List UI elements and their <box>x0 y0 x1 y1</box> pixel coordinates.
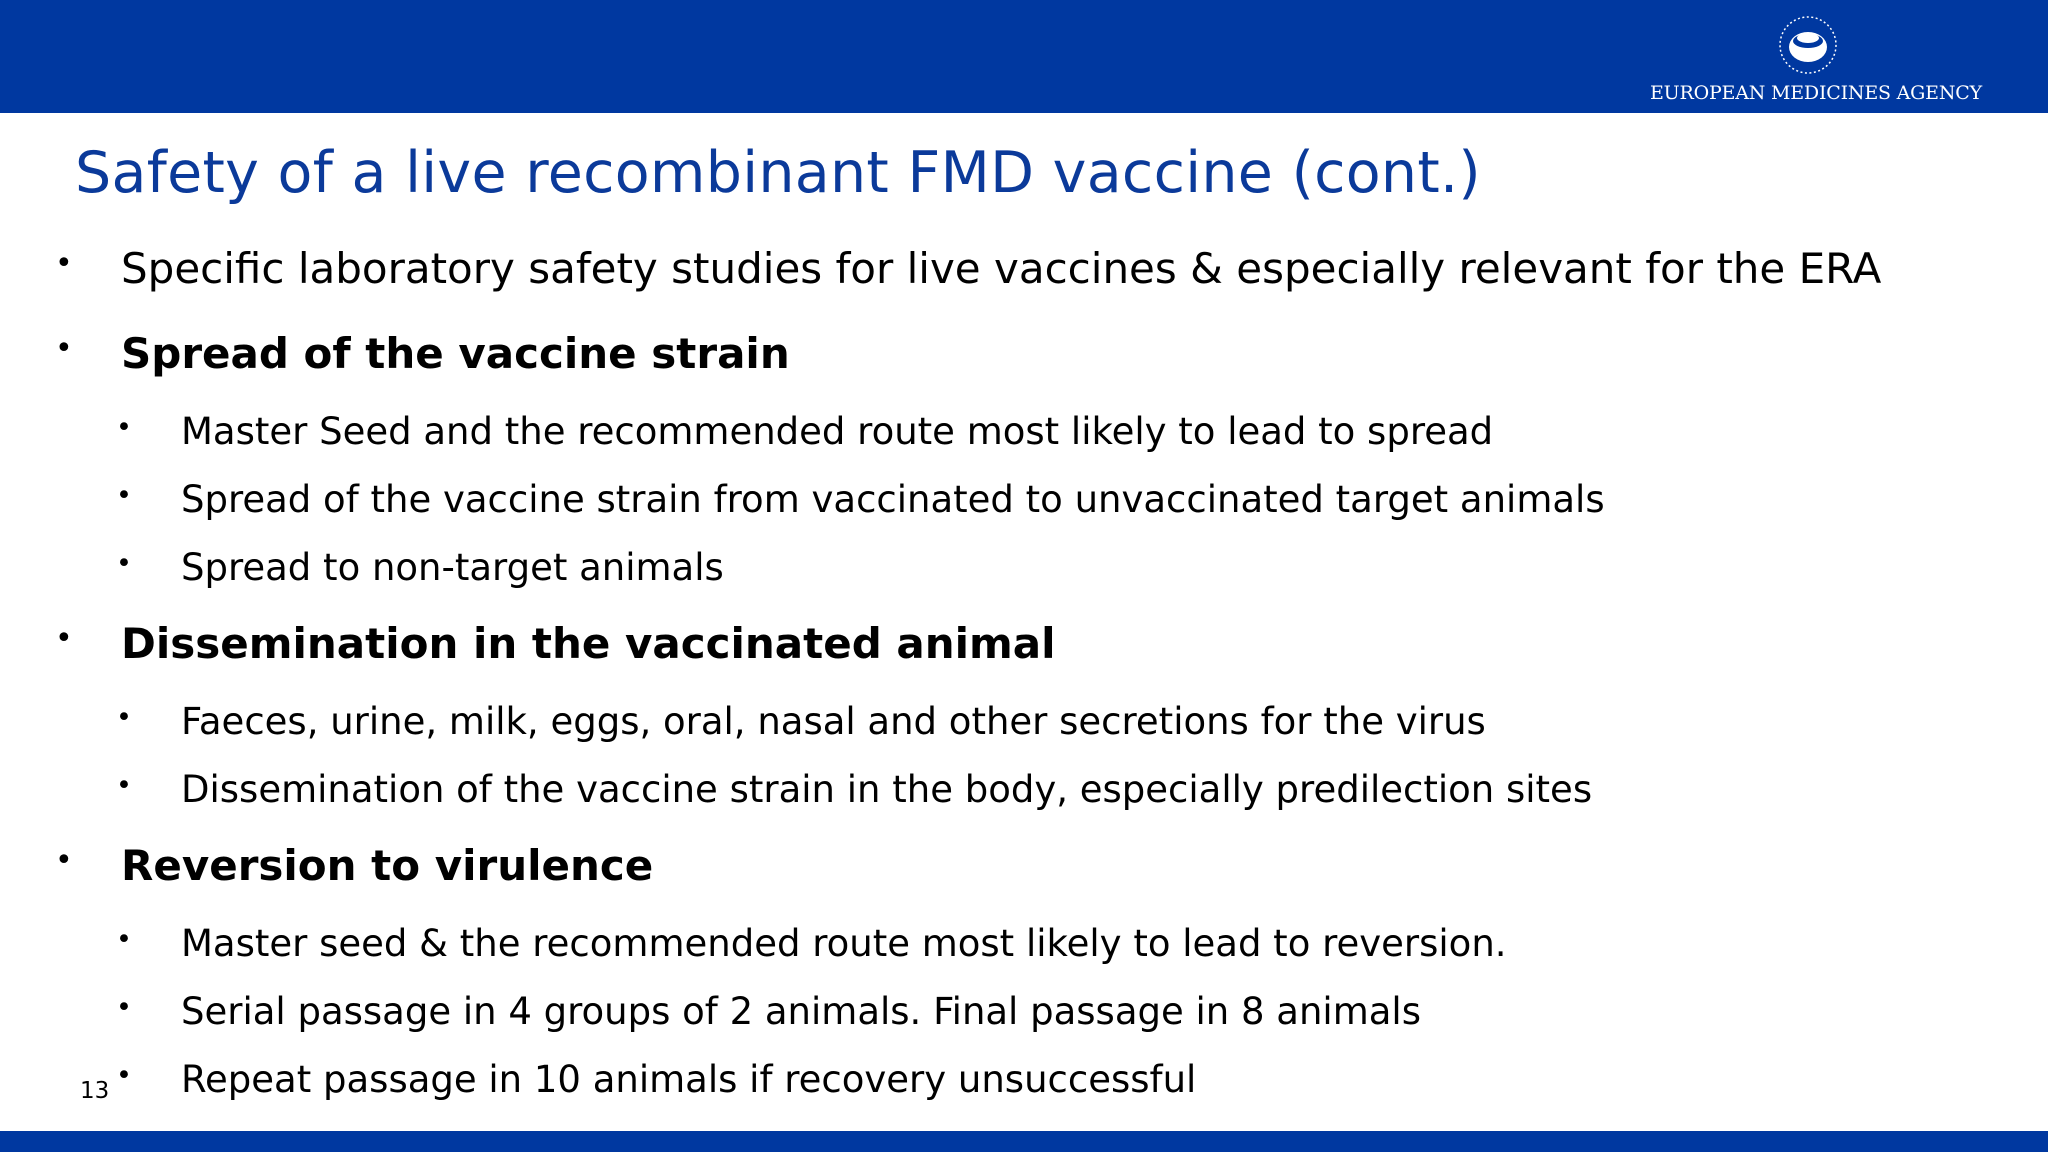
sub-bullet-text: Faeces, urine, milk, eggs, oral, nasal and other secretions for the virus <box>181 700 1486 743</box>
bullet-dot: • <box>55 246 73 281</box>
sub-bullet-text: Spread to non-target animals <box>181 546 724 589</box>
sub-bullet-text: Dissemination of the vaccine strain in the body, especially predilection sites <box>181 768 1593 811</box>
sub-bullet-text: Spread of the vaccine strain from vaccinated to unvaccinated target animals <box>181 478 1605 521</box>
footer-bar <box>0 1131 2048 1152</box>
sub-bullet-text: Master seed & the recommended route most likely to lead to reversion. <box>181 922 1507 965</box>
bullet-dot: • <box>116 548 132 579</box>
bullet-dot: • <box>116 924 132 955</box>
header-bar <box>0 0 2048 113</box>
bullet-dot: • <box>116 702 132 733</box>
bullet-dot: • <box>116 992 132 1023</box>
bullet-dot: • <box>116 480 132 511</box>
bullet-dot: • <box>55 621 73 656</box>
bullet-heading-text: Spread of the vaccine strain <box>121 329 790 378</box>
sub-bullet-text: Master Seed and the recommended route most likely to lead to spread <box>181 410 1494 453</box>
bullet-dot: • <box>116 412 132 443</box>
bullet-dot: • <box>55 331 73 366</box>
bullet-dot: • <box>116 770 132 801</box>
bullet-text: Specific laboratory safety studies for live vaccines & especially relevant for the ERA <box>121 244 1882 293</box>
bullet-heading-text: Reversion to virulence <box>121 841 654 890</box>
logo-text: EUROPEAN MEDICINES AGENCY <box>1650 82 1982 104</box>
bullet-heading-text: Dissemination in the vaccinated animal <box>121 619 1056 668</box>
bullet-dot: • <box>116 1060 132 1091</box>
ema-logo <box>1650 14 1982 109</box>
slide-title: Safety of a live recombinant FMD vaccine (cont.) <box>75 140 1481 206</box>
bullet-dot: • <box>55 843 73 878</box>
ema-logo-icon <box>1777 14 1839 76</box>
sub-bullet-text: Serial passage in 4 groups of 2 animals. Final passage in 8 animals <box>181 990 1421 1033</box>
slide-number: 13 <box>80 1078 110 1104</box>
sub-bullet-text: Repeat passage in 10 animals if recovery unsuccessful <box>181 1058 1197 1101</box>
